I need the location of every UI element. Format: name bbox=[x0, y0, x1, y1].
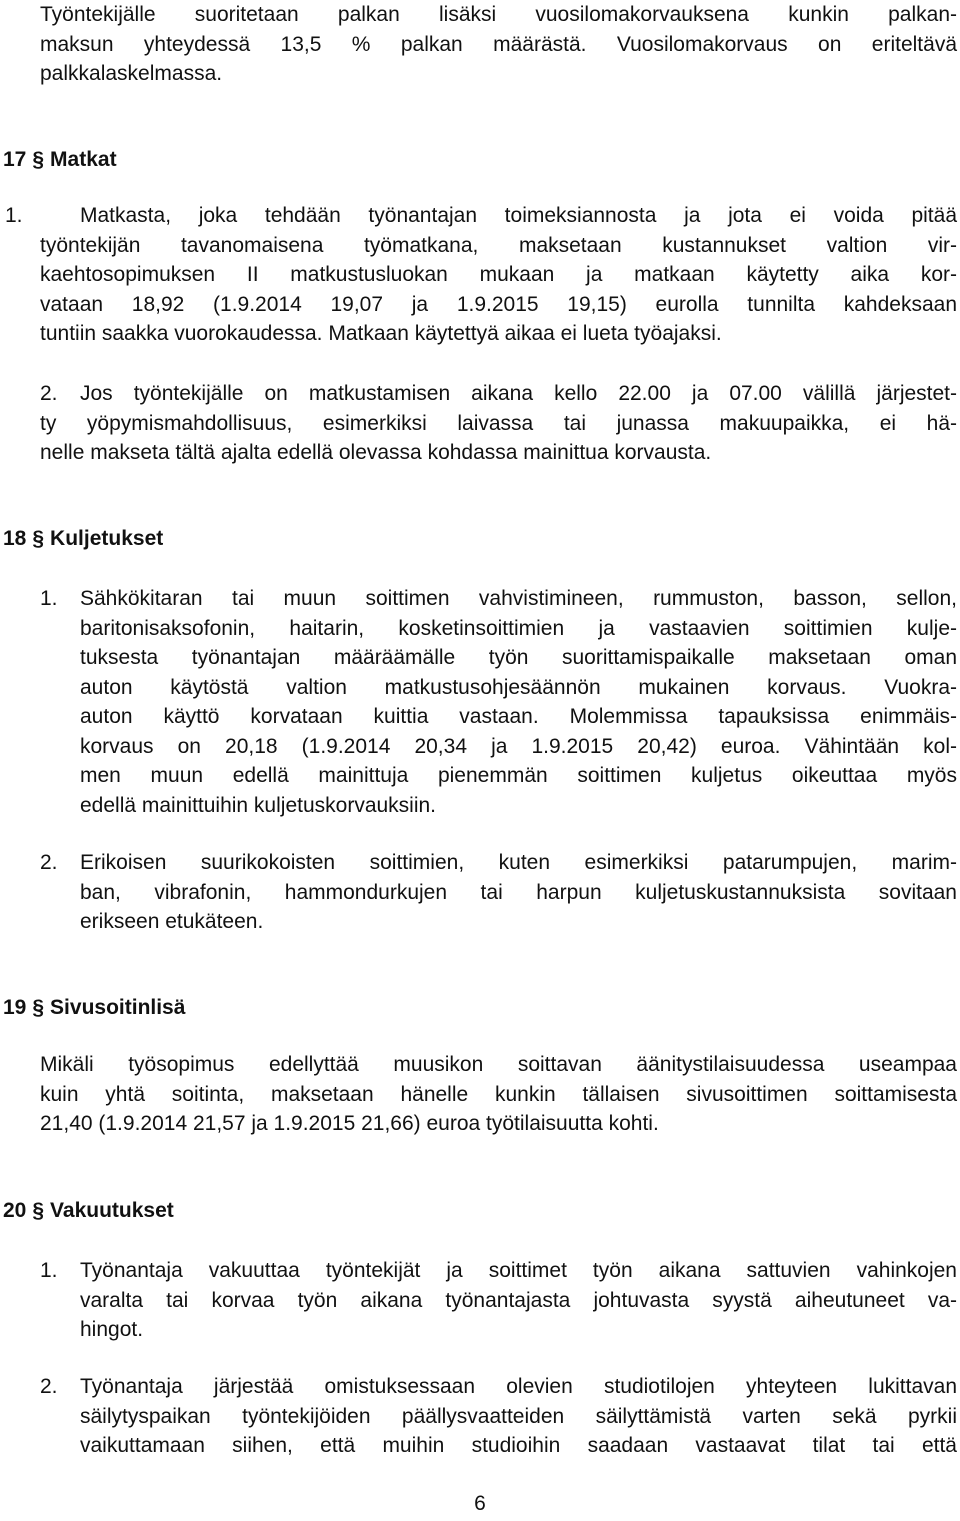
section-symbol: § bbox=[32, 527, 45, 550]
text-line: auton käyttö korvataan kuittia vastaan. Molemmissa tapauksissa enimmäis- bbox=[80, 705, 957, 728]
section-17-item-1-cont bbox=[40, 231, 957, 349]
item-marker: 2. bbox=[40, 382, 58, 405]
text-line: Työnantaja vakuuttaa työntekijät ja soittimet työn aikana sattuvien vahinkojen bbox=[80, 1259, 957, 1282]
section-20-item-1 bbox=[80, 1256, 957, 1345]
section-title: Sivusoitinlisä bbox=[50, 996, 186, 1019]
text-line: työntekijän tavanomaisena työmatkana, maksetaan kustannukset valtion vir- bbox=[40, 233, 957, 257]
text-line: Työntekijälle suoritetaan palkan lisäksi vuosilomakorvauksena kunkin palkan- bbox=[40, 3, 957, 26]
text-line: Mikäli työsopimus edellyttää muusikon soittavan äänitystilaisuudessa useampaa bbox=[40, 1053, 957, 1076]
text-line: Matkasta, joka tehdään työnantajan toimeksiannosta ja jota ei voida pitää bbox=[80, 204, 957, 227]
text-line: Työnantaja järjestää omistuksessaan olevien studiotilojen yhteyteen lukittavan bbox=[80, 1375, 957, 1398]
text-line: Sähkökitaran tai muun soittimen vahvistimineen, rummuston, basson, sellon, bbox=[80, 587, 957, 610]
text-line: tuntiin saakka vuorokaudessa. Matkaan käytettyä aikaa ei lueta työajaksi. bbox=[40, 322, 722, 345]
item-marker: 1. bbox=[40, 587, 58, 610]
text-line: auton käytöstä valtion matkustusohjesäännön mukainen korvaus. Vuokra- bbox=[80, 675, 957, 699]
section-17-item-2-cont bbox=[40, 409, 957, 468]
section-18-item-2 bbox=[80, 848, 957, 937]
page-number: 6 bbox=[474, 1492, 486, 1515]
section-heading-18 bbox=[3, 524, 163, 554]
text-line: vaikuttamaan siihen, että muihin studioihin saadaan vastaavat tilat tai että bbox=[80, 1434, 957, 1457]
section-number: 19 bbox=[3, 996, 27, 1019]
section-number: 17 bbox=[3, 148, 27, 171]
text-line: ban, vibrafonin, hammondurkujen tai harpun kuljetuskustannuksista sovitaan bbox=[80, 880, 957, 904]
section-19-paragraph bbox=[40, 1050, 957, 1139]
item-marker: 2. bbox=[40, 1375, 58, 1398]
item-marker: 1. bbox=[5, 204, 23, 227]
section-20-item-2 bbox=[80, 1372, 957, 1461]
section-number: 20 bbox=[3, 1199, 27, 1222]
text-line: erikseen etukäteen. bbox=[80, 910, 264, 933]
section-18-item-1 bbox=[80, 584, 957, 820]
intro-paragraph bbox=[40, 0, 957, 89]
text-line: nelle makseta tältä ajalta edellä olevassa kohdassa mainittua korvausta. bbox=[40, 441, 712, 464]
item-marker: 2. bbox=[40, 851, 58, 874]
text-line: palkkalaskelmassa. bbox=[40, 62, 223, 85]
text-line: Erikoisen suurikokoisten soittimien, kuten esimerkiksi patarumpujen, marim- bbox=[80, 851, 957, 874]
section-heading-19 bbox=[3, 993, 185, 1023]
text-line: maksun yhteydessä 13,5 % palkan määrästä. Vuosilomakorvaus on eriteltävä bbox=[40, 32, 957, 56]
text-line: men muun edellä mainittuja pienemmän soittimen kuljetus oikeuttaa myös bbox=[80, 764, 957, 787]
text-line: varalta tai korvaa työn aikana työnantajasta johtuvasta syystä aiheutuneet va- bbox=[80, 1288, 957, 1312]
text-line: ty yöpymismahdollisuus, esimerkiksi laivassa tai junassa makuupaikka, ei hä- bbox=[40, 411, 957, 435]
text-line: vataan 18,92 (1.9.2014 19,07 ja 1.9.2015 19,15) eurolla tunnilta kahdeksaan bbox=[40, 292, 957, 316]
section-title: Kuljetukset bbox=[50, 527, 164, 550]
text-line: hingot. bbox=[80, 1318, 144, 1341]
text-line: korvaus on 20,18 (1.9.2014 20,34 ja 1.9.2015 20,42) euroa. Vähintään kol- bbox=[80, 734, 957, 758]
section-17-item-1 bbox=[80, 201, 957, 231]
text-line: edellä mainittuihin kuljetuskorvauksiin. bbox=[80, 793, 437, 817]
section-title: Vakuutukset bbox=[50, 1199, 174, 1222]
text-line: säilytyspaikan työntekijöiden päällysvaatteiden säilyttämistä varten sekä pyrkii bbox=[80, 1404, 957, 1428]
text-line: baritonisaksofonin, haitarin, kosketinsoittimien ja vastaavien soittimien kulje- bbox=[80, 616, 957, 640]
section-heading-17 bbox=[3, 145, 117, 175]
item-marker: 1. bbox=[40, 1259, 58, 1282]
text-line: tuksesta työnantajan määräämälle työn suorittamispaikalle maksetaan oman bbox=[80, 646, 957, 669]
text-line: 21,40 (1.9.2014 21,57 ja 1.9.2015 21,66) euroa työtilaisuutta kohti. bbox=[40, 1112, 659, 1135]
section-17-item-2 bbox=[80, 379, 957, 409]
text-line: kaehtosopimuksen II matkustusluokan mukaan ja matkaan käytetty aika kor- bbox=[40, 263, 957, 286]
text-line: Jos työntekijälle on matkustamisen aikana kello 22.00 ja 07.00 välillä järjestet- bbox=[80, 382, 957, 405]
section-symbol: § bbox=[32, 996, 45, 1019]
text-line: kuin yhtä soitinta, maksetaan hänelle kunkin tällaisen sivusoittimen soittamisesta bbox=[40, 1082, 957, 1106]
section-symbol: § bbox=[32, 1199, 45, 1222]
section-number: 18 bbox=[3, 527, 27, 550]
section-symbol: § bbox=[32, 148, 45, 171]
section-title: Matkat bbox=[50, 148, 117, 171]
section-heading-20 bbox=[3, 1196, 174, 1226]
